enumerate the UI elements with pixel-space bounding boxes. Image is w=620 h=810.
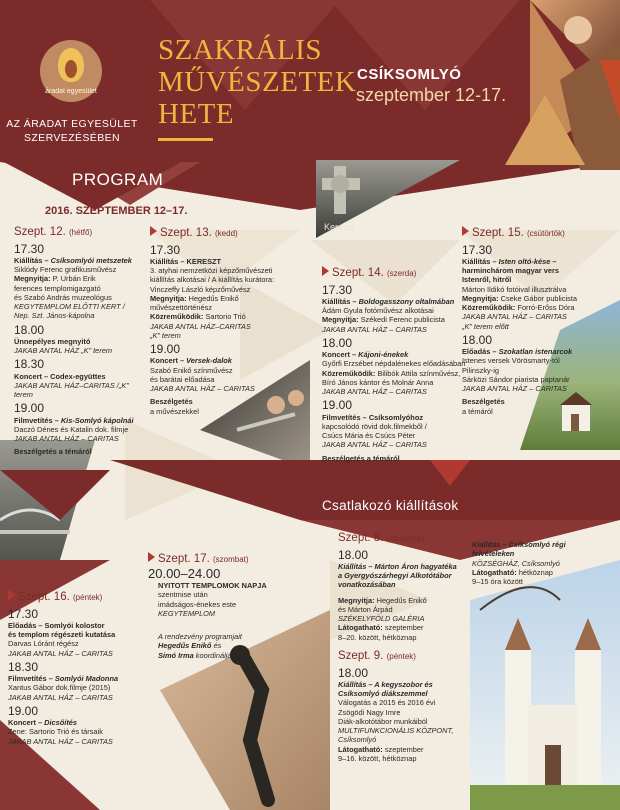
day-sept-16: Szept. 16. (péntek) 17.30 Előadás – Somlyói kolostor és templom régészeti kutatása Darvas Lóránt régész JAKAB ANTAL HÁZ – CARITAS 18.30 Filmvetítés – Somlyói Madonna Xantus Gábor dok.filmje (2015) JAKAB ANTAL HÁZ – CARITAS 19.00 Koncert – Dicsőítés Zene: Sartorio Trió és társaik JAKAB ANTAL HÁZ – CARITAS [8, 590, 158, 746]
day-heading: Szept. 16. (péntek) [8, 590, 158, 605]
day-heading: Szept. 13. (kedd) [150, 226, 315, 241]
organizer [4, 118, 140, 145]
marker-icon [8, 590, 15, 600]
day-sept-15: Szept. 15. (csütörtök) 17.30 Kiállítás – Isten oltó-kése – harminchárom magyar vers Istenről, hitről Márton Ildikó fotóival illusztrálva Megnyitja: Cseke Gábor publicista Közreműködik: Forró-Erőss Dóra JAKAB ANTAL HÁZ – CARITAS „K” terem előtt 18.00 Előadás – Szokatlan istenarcok Istenes versek Vörösmarty-tól Pilinszky-ig Sárközi Sándor piarista paptanár JAKAB ANTAL HÁZ – CARITAS Beszélgetés a témáról [462, 226, 617, 416]
exhibition-sept-9: Szept. 9. (péntek) 18.00 Kiállítás – A kegyszobor és Csíksomlyó diákszemmel Válogatás a 2015 és 2016 évi Zsögödi Nagy Imre Diák-alkotótábor munkáiból MULTIFUNKCIONÁLIS KÖZPONT, Csíksomlyó Látogatható: szeptember 9–16. között, hétköznap [338, 650, 468, 763]
day-heading: Szept. 17. (szombat) [148, 552, 318, 567]
day-sept-13: Szept. 13. (kedd) 17.30 Kiállítás – KERESZT 3. atyhai nemzetközi képzőművészeti kiállítás alkotásai / A kiállítás kurátora: Vinczeffy László képzőművész Megnyitja: Hegedűs Enikő művészettörténész Közreműködik: Sartorio Trió JAKAB ANTAL HÁZ–CARITAS „K” terem 19.00 Koncert – Versek-dalok Szabó Enikő színművész és barátai előadása JAKAB ANTAL HÁZ – CARITAS Beszélgetés a művészekkel [150, 226, 315, 416]
day-heading: Szept. 15. (csütörtök) [462, 226, 617, 241]
title-line-3: HETE [158, 98, 235, 130]
marker-icon [462, 226, 469, 236]
exhibition-photos: Kiállítás – Csíksomlyó régi felvételeken KÖZSÉGHÁZ, Csíksomlyó Látogatható: hétköznap 9–15 óra között [472, 540, 566, 586]
organizer-line-2: SZERVEZÉSÉBEN [23, 131, 121, 144]
organizer-line-1: AZ ÁRADAT EGYESÜLET [6, 118, 138, 130]
day-sept-12: Szept. 12. (hétfő) 17.30 Kiállítás – Csíksomlyói metszetek Siklódy Ferenc grafikusművész Megnyitja: P. Urbán Erik ferences templomigazgató és Szabó András muzeológus KEGYTEMPLOM ELŐTTI KERT / Nep. Szt. János-kápolna 18.00 Ünnepélyes megnyitó JAKAB ANTAL HÁZ „K” terem 18.30 Koncert – Codex-együttes JAKAB ANTAL HÁZ–CARITAS /„K” terem 19.00 Filmvetítés – Kis-Somlyó kápolnái Daczó Dénes és Katalin dok. filmje JAKAB ANTAL HÁZ – CARITAS Beszélgetés a témáról [14, 226, 149, 457]
day-heading: Szept. 12. (hétfő) [14, 226, 93, 238]
day-sept-14: Szept. 14. (szerda) 17.30 Kiállítás – Boldogasszony oltalmában Ádám Gyula fotóművész alkotásai Megnyitja: Székedi Ferenc publicista JAKAB ANTAL HÁZ – CARITAS 18.00 Koncert – Kájoni-énekek Győrfi Erzsébet népdalénekes előadásában Közreműködik: Bilibók Attila színművész, Bíró János kántor és Molnár Anna JAKAB ANTAL HÁZ – CARITAS 19.00 Filmvetítés – Csíksomlyóhoz kapcsolódó rövid dok.filmekből / Csúcs Mária és Csúcs Péter JAKAB ANTAL HÁZ – CARITAS Beszélgetés a témáról [322, 266, 472, 463]
event-place: CSÍKSOMLYÓ [357, 66, 462, 83]
title-underline [158, 138, 213, 141]
exhibition-sept-8: Szept. 8. (csütörtök) 18.00 Kiállítás – Márton Áron hagyatéka a Gyergyószárhegyi Alkotótábor vonatkozásában Megnyitja: Hegedűs Enikő és Márton Árpád SZÉKELYFÖLD GALÉRIA Látogatható: szeptember 8–20. között, hétköznap [338, 532, 468, 642]
day-sept-17: Szept. 17. (szombat) 20.00–24.00 NYITOTT TEMPLOMOK NAPJA szentmise után imádságos-énekes este KEGYTEMPLOM A rendezvény programjait Hegedűs Enikő és Simó Irma koordinálják. [148, 552, 318, 660]
kereszt-caption: Kereszt [324, 222, 355, 232]
logo-text: áradat egyesület [45, 88, 97, 95]
title-line-1: SZAKRÁLIS [158, 34, 323, 66]
marker-icon [150, 226, 157, 236]
program-range: 2016. SZEPTEMBER 12–17. [45, 205, 188, 217]
marker-icon [322, 266, 329, 276]
exhibitions-label: Csatlakozó kiállítások [322, 498, 459, 513]
title-line-2: MŰVÉSZETEK [158, 66, 357, 98]
day-heading: Szept. 9. (péntek) [338, 650, 416, 662]
program-label: PROGRAM [72, 170, 164, 189]
time: 17.30 [14, 241, 45, 256]
flame-inner-icon [65, 60, 77, 78]
event-dates: szeptember 12-17. [356, 85, 507, 105]
marker-icon [148, 552, 155, 562]
day-heading: Szept. 8. (csütörtök) [338, 532, 425, 544]
day-heading: Szept. 14. (szerda) [322, 266, 472, 281]
